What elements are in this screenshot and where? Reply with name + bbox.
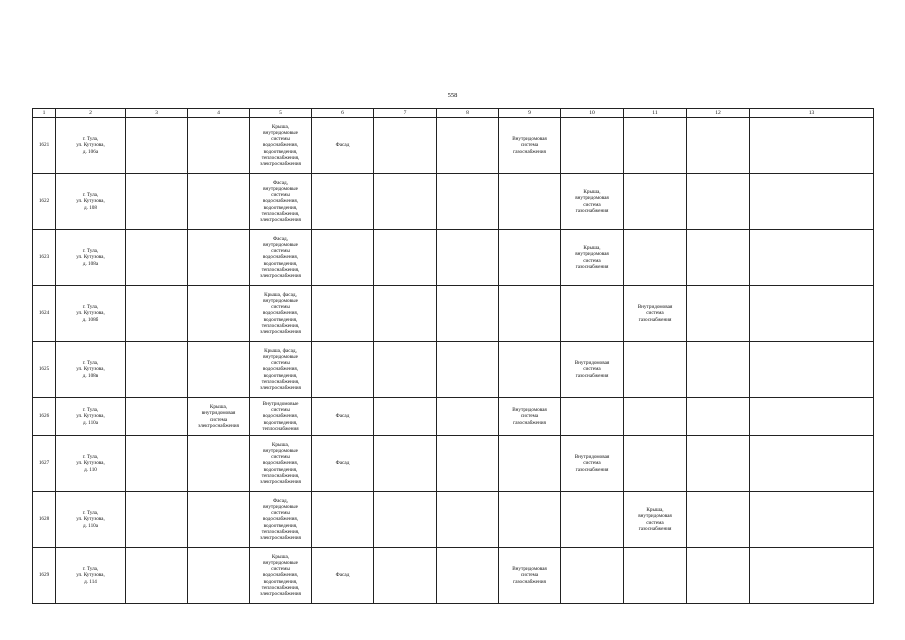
table-row [33,436,874,492]
cell-text: 1621 [38,142,50,149]
table-cell [561,436,624,492]
table-cell [687,492,750,548]
row-number-cell [33,548,56,604]
cell-text: г. Тула, ул. Кутузова, д. 108в [76,360,105,379]
table-row [33,174,874,230]
column-header: 5 [250,109,312,118]
table-cell [624,230,687,286]
column-header: 12 [687,109,750,118]
cell-text: 1627 [38,460,50,467]
table-cell [312,398,374,436]
table-cell [624,436,687,492]
cell-text: г. Тула, ул. Кутузова, д. 108б [76,304,105,323]
cell-text: г. Тула, ул. Кутузова, д. 110а [76,510,105,529]
table-cell [687,286,750,342]
table-cell [188,548,250,604]
table-cell [312,174,374,230]
cell-text: Крыша, фасад, внутридомовые системы водоснабжения, водоотведения, теплоснабжения, электроснабжения [260,291,301,335]
table-cell [624,548,687,604]
table-cell [126,398,188,436]
table-row [33,398,874,436]
address-cell [56,118,126,174]
table-cell [499,492,561,548]
table-row [33,230,874,286]
column-header: 8 [437,109,499,118]
table-cell [437,174,499,230]
table-cell [437,398,499,436]
table-cell [188,286,250,342]
cell-text: г. Тула, ул. Кутузова, д. 108а [76,248,105,267]
cell-text: 1625 [38,366,50,373]
table-cell [126,118,188,174]
table-cell [126,174,188,230]
table-cell [561,342,624,398]
table-cell [750,492,874,548]
column-header: 2 [56,109,126,118]
table-cell [188,492,250,548]
cell-text: 1622 [38,198,50,205]
table-cell [312,286,374,342]
address-cell [56,174,126,230]
column-header: 9 [499,109,561,118]
table-cell [437,230,499,286]
address-cell [56,492,126,548]
cell-text: Крыша, фасад, внутридомовые системы водоснабжения, водоотведения, теплоснабжения, электроснабжения [260,347,301,391]
table-cell [750,118,874,174]
table-cell [499,118,561,174]
cell-text: Крыша, внутридомовые системы водоснабжения, водоотведения, теплоснабжения, электроснабжения [260,553,301,597]
table-cell [250,118,312,174]
table-cell [561,174,624,230]
address-cell [56,398,126,436]
cell-text: Фасад, внутридомовые системы водоснабжения, водоотведения, теплоснабжения, электроснабжения [260,179,301,223]
cell-text: 1629 [38,572,50,579]
column-header: 6 [312,109,374,118]
cell-text: г. Тула, ул. Кутузова, д. 110а [76,407,105,426]
table-cell [561,398,624,436]
table-cell [250,436,312,492]
table-cell [126,548,188,604]
address-cell [56,548,126,604]
table-row [33,118,874,174]
column-number-row [33,109,874,118]
row-number-cell [33,286,56,342]
table-cell [687,398,750,436]
table-cell [126,230,188,286]
cell-text: Фасад [335,572,350,579]
table-cell [499,230,561,286]
table-cell [750,174,874,230]
repair-schedule-table [32,108,874,604]
column-header: 7 [374,109,437,118]
table-row [33,492,874,548]
table-row [33,286,874,342]
table-cell [437,436,499,492]
table-cell [374,492,437,548]
table-cell [312,436,374,492]
cell-text: г. Тула, ул. Кутузова, д. 106а [76,136,105,155]
table-cell [499,342,561,398]
table-cell [188,118,250,174]
table-cell [437,118,499,174]
table-cell [561,548,624,604]
cell-text: Крыша, внутридомовая система электроснабжения [198,404,239,429]
table-cell [374,398,437,436]
row-number-cell [33,492,56,548]
table-cell [374,118,437,174]
address-cell [56,342,126,398]
cell-text: Внутридомовая система газоснабжения [574,360,610,379]
cell-text: 1624 [38,310,50,317]
cell-text: г. Тула, ул. Кутузова, д. 108 [76,192,105,211]
table-cell [687,548,750,604]
table-cell [437,342,499,398]
table-cell [750,286,874,342]
row-number-cell [33,342,56,398]
row-number-cell [33,230,56,286]
cell-text: Крыша, внутридомовая система газоснабжения [638,507,672,532]
cell-text: Внутридомовая система газоснабжения [574,454,610,473]
cell-text: Внутридомовая система газоснабжения [512,566,547,585]
row-number-cell [33,436,56,492]
cell-text: г. Тула, ул. Кутузова, д. 110 [76,454,105,473]
table-cell [250,342,312,398]
table-cell [624,492,687,548]
cell-text: 1626 [38,413,50,420]
table-cell [312,230,374,286]
table-cell [499,436,561,492]
cell-text: г. Тула, ул. Кутузова, д. 114 [76,566,105,585]
table-cell [374,230,437,286]
table-cell [624,174,687,230]
table-cell [624,342,687,398]
address-cell [56,286,126,342]
table-cell [188,342,250,398]
column-header: 4 [188,109,250,118]
table-cell [312,548,374,604]
cell-text: 1623 [38,254,50,261]
table-row [33,342,874,398]
row-number-cell [33,118,56,174]
table-cell [312,342,374,398]
table-cell [687,342,750,398]
table-cell [126,492,188,548]
table-cell [499,174,561,230]
address-cell [56,436,126,492]
table-cell [250,230,312,286]
cell-text: Фасад [335,460,350,467]
table-cell [561,492,624,548]
table-cell [188,230,250,286]
table-cell [561,118,624,174]
table-cell [687,436,750,492]
table-cell [250,286,312,342]
table-cell [374,436,437,492]
table-cell [250,398,312,436]
table-cell [312,118,374,174]
address-cell [56,230,126,286]
row-number-cell [33,398,56,436]
column-header: 13 [750,109,874,118]
table-cell [188,436,250,492]
cell-text: Фасад, внутридомовые системы водоснабжения, водоотведения, теплоснабжения, электроснабжения [260,235,301,279]
column-header: 1 [33,109,56,118]
cell-text: Крыша, внутридомовая система газоснабжения [575,245,609,270]
table-cell [499,548,561,604]
table-cell [188,174,250,230]
table-cell [687,230,750,286]
table-cell [750,398,874,436]
table-cell [250,174,312,230]
column-header: 10 [561,109,624,118]
row-number-cell [33,174,56,230]
table-cell [561,230,624,286]
table-cell [250,548,312,604]
table-cell [437,286,499,342]
table-cell [624,286,687,342]
cell-text: Внутридомовая система газоснабжения [512,136,547,155]
table-cell [750,342,874,398]
cell-text: Крыша, внутридомовые системы водоснабжения, водоотведения, теплоснабжения, электроснабжения [260,441,301,485]
cell-text: Фасад [335,142,350,149]
table-cell [126,342,188,398]
table-cell [126,436,188,492]
cell-text: Фасад [335,413,350,420]
table-cell [750,548,874,604]
cell-text: 1628 [38,516,50,523]
table-cell [624,118,687,174]
table-cell [499,398,561,436]
cell-text: Крыша, внутридомовая система газоснабжения [575,189,609,214]
table-cell [750,436,874,492]
cell-text: Фасад, внутридомовые системы водоснабжения, водоотведения, теплоснабжения, электроснабжения [260,497,301,541]
page-number: 558 [447,92,458,99]
table-cell [250,492,312,548]
table-body [33,118,874,604]
column-header: 11 [624,109,687,118]
table-cell [126,286,188,342]
table-cell [561,286,624,342]
cell-text: Внутридомовая система газоснабжения [512,407,547,426]
table-cell [437,492,499,548]
table-cell [374,342,437,398]
table-cell [624,398,687,436]
column-header: 3 [126,109,188,118]
table-cell [188,398,250,436]
cell-text: Крыша, внутридомовые системы водоснабжения, водоотведения, теплоснабжения, электроснабжения [260,123,301,167]
table-cell [750,230,874,286]
table-cell [374,286,437,342]
table-cell [437,548,499,604]
cell-text: Внутридомовые системы водоснабжения, водоотведения, теплоснабжения [262,400,299,432]
table-cell [374,548,437,604]
table-row [33,548,874,604]
table-cell [687,174,750,230]
table-cell [499,286,561,342]
table-cell [312,492,374,548]
table-cell [687,118,750,174]
table-cell [374,174,437,230]
cell-text: Внутридомовая система газоснабжения [637,304,673,323]
